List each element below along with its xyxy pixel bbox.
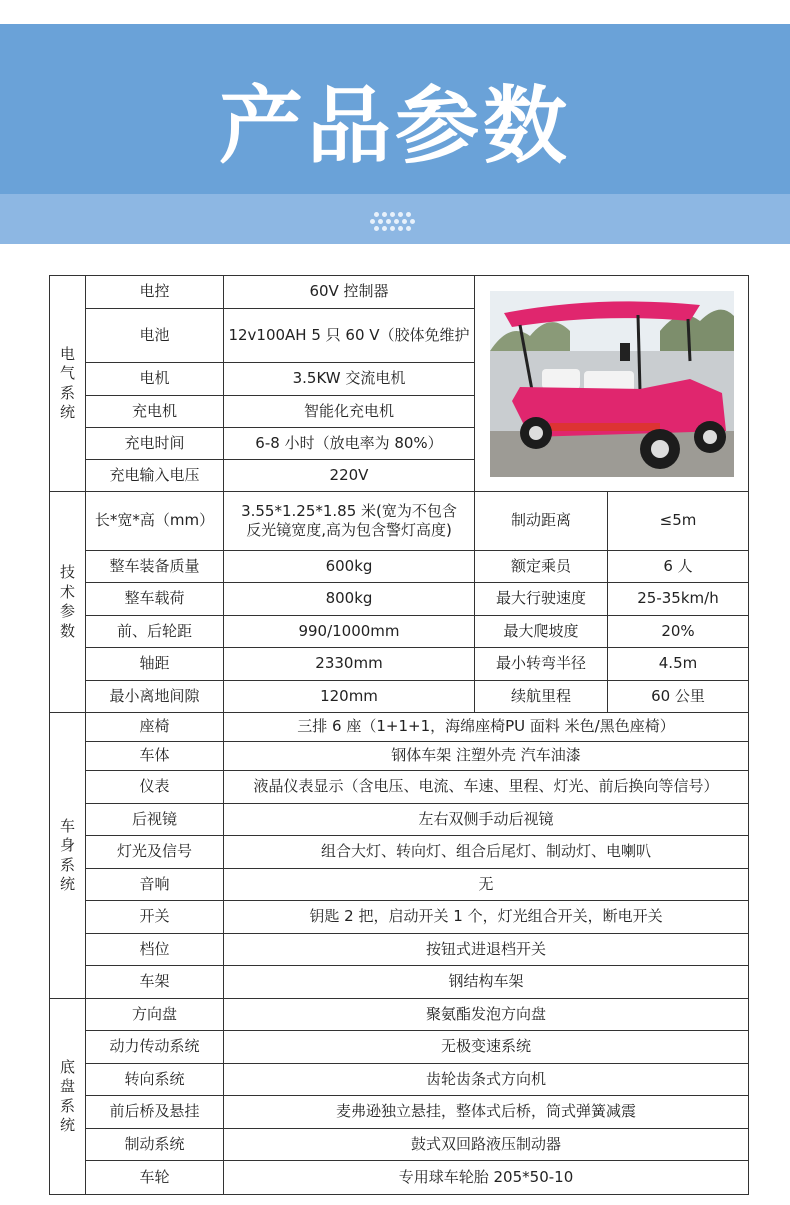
row-value: 鼓式双回路液压制动器 [224,1129,749,1161]
row-label: 电控 [86,276,224,309]
table-row [50,1129,749,1161]
table-row [50,869,749,901]
row-label: 方向盘 [86,999,224,1031]
table-row [50,583,749,616]
row-value: 20% [608,616,749,648]
row-value: 专用球车轮胎 205*50-10 [224,1161,749,1195]
row-value: 12v100AH 5 只 60 V（胶体免维护 [224,309,475,363]
table-row [50,771,749,804]
row-value: 组合大灯、转向灯、组合后尾灯、制动灯、电喇叭 [224,836,749,869]
row-value: 智能化充电机 [224,396,475,428]
row-label: 轴距 [86,648,224,681]
row-value: 齿轮齿条式方向机 [224,1064,749,1096]
table-row [50,1031,749,1064]
group-label-technical: 技 术 参 数 [50,492,86,713]
group-label-chassis: 底 盘 系 统 [50,999,86,1195]
row-label: 充电时间 [86,428,224,460]
row-value: 液晶仪表显示（含电压、电流、车速、里程、灯光、前后换向等信号） [224,771,749,804]
row-value: 钢结构车架 [224,966,749,999]
row-value: 麦弗逊独立悬挂，整体式后桥，筒式弹簧减震 [224,1096,749,1129]
row-label: 长*宽*高（mm） [86,492,224,551]
dots-decoration-icon [370,208,420,234]
row-value: 990/1000mm [224,616,475,648]
row-label: 灯光及信号 [86,836,224,869]
row-label: 转向系统 [86,1064,224,1096]
row-value: 3.5KW 交流电机 [224,363,475,396]
row-value: 600kg [224,551,475,583]
row-label: 整车装备质量 [86,551,224,583]
row-value: 左右双侧手动后视镜 [224,804,749,836]
row-label: 电机 [86,363,224,396]
row-value: 6 人 [608,551,749,583]
spec-table [49,275,749,1195]
row-label: 额定乘员 [475,551,608,583]
row-label: 前后桥及悬挂 [86,1096,224,1129]
row-label: 充电输入电压 [86,460,224,492]
group-label-body: 车 身 系 统 [50,713,86,999]
row-label: 最小离地间隙 [86,681,224,713]
row-label: 最小转弯半径 [475,648,608,681]
row-label: 续航里程 [475,681,608,713]
table-row [50,1161,749,1195]
row-label: 制动距离 [475,492,608,551]
table-row [50,276,749,309]
row-value: 三排 6 座（1+1+1，海绵座椅PU 面料 米色/黑色座椅） [224,713,749,742]
row-value: 800kg [224,583,475,616]
row-value: 220V [224,460,475,492]
table-row [50,901,749,934]
row-value: 钢体车架 注塑外壳 汽车油漆 [224,742,749,771]
row-value: 钥匙 2 把，启动开关 1 个，灯光组合开关，断电开关 [224,901,749,934]
row-label: 座椅 [86,713,224,742]
header-banner [0,24,790,244]
table-row [50,551,749,583]
table-row [50,742,749,771]
row-value: ≤5m [608,492,749,551]
row-label: 开关 [86,901,224,934]
row-label: 充电机 [86,396,224,428]
table-row [50,681,749,713]
row-label: 车架 [86,966,224,999]
row-value: 60 公里 [608,681,749,713]
table-row [50,836,749,869]
table-row [50,934,749,966]
table-row [50,616,749,648]
row-value: 6-8 小时（放电率为 80%） [224,428,475,460]
group-label-electrical: 电 气 系 统 [50,276,86,492]
table-row [50,1064,749,1096]
row-value: 3.55*1.25*1.85 米(宽为不包含 反光镜宽度,高为包含警灯高度) [224,492,475,551]
row-label: 前、后轮距 [86,616,224,648]
row-value: 60V 控制器 [224,276,475,309]
row-value: 2330mm [224,648,475,681]
product-photo-cell [475,276,749,492]
row-value: 120mm [224,681,475,713]
row-label: 制动系统 [86,1129,224,1161]
table-row [50,1096,749,1129]
row-label: 整车载荷 [86,583,224,616]
row-value: 25-35km/h [608,583,749,616]
row-value: 无 [224,869,749,901]
page-title: 产品参数 [218,77,571,175]
row-value: 4.5m [608,648,749,681]
row-label: 最大行驶速度 [475,583,608,616]
row-label: 音响 [86,869,224,901]
table-row [50,648,749,681]
row-value: 按钮式进退档开关 [224,934,749,966]
row-label: 车体 [86,742,224,771]
row-label: 后视镜 [86,804,224,836]
row-value: 无极变速系统 [224,1031,749,1064]
row-label: 车轮 [86,1161,224,1195]
row-value: 聚氨酯发泡方向盘 [224,999,749,1031]
row-label: 仪表 [86,771,224,804]
row-label: 电池 [86,309,224,363]
row-label: 最大爬坡度 [475,616,608,648]
row-label: 动力传动系统 [86,1031,224,1064]
table-row [50,713,749,742]
table-row [50,804,749,836]
golf-cart-photo [490,291,734,477]
table-row [50,492,749,551]
table-row [50,999,749,1031]
table-row [50,966,749,999]
row-label: 档位 [86,934,224,966]
